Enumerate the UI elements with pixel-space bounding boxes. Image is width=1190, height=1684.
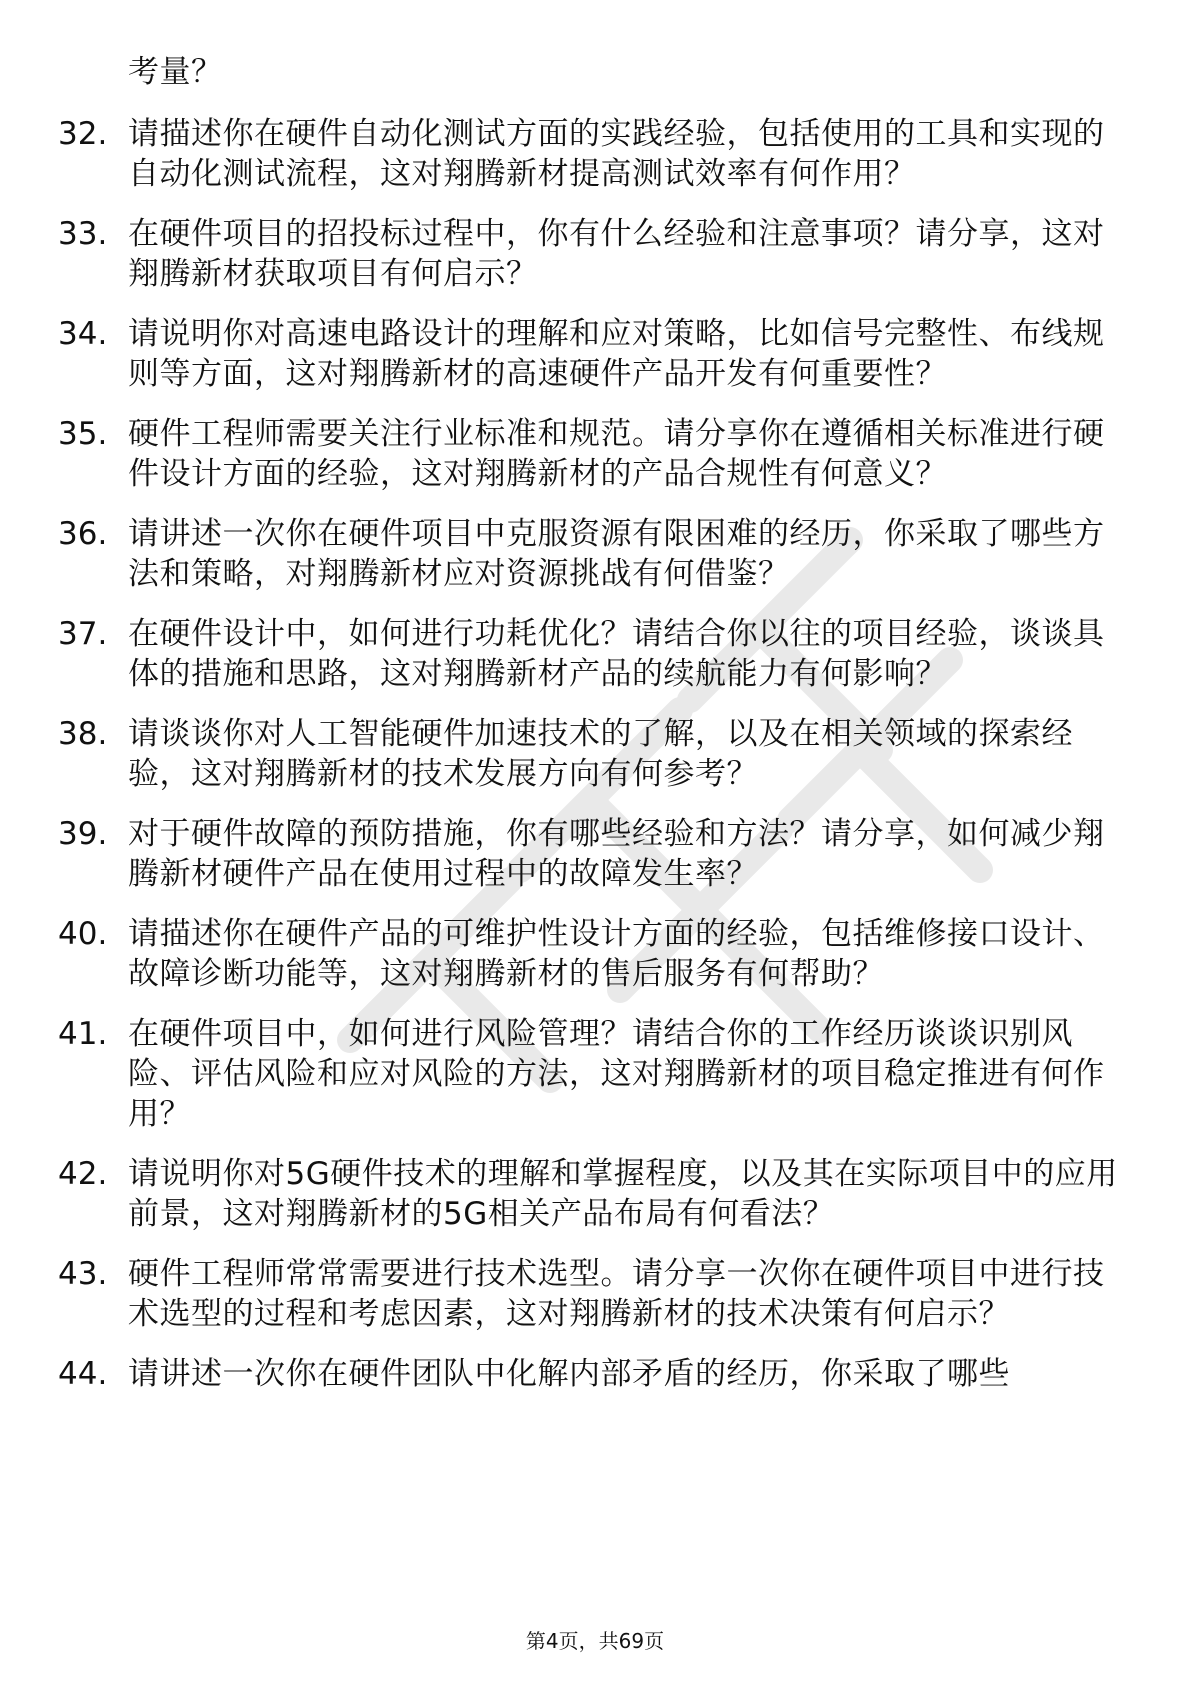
question-number: 34.	[58, 316, 108, 352]
continued-text: 考量？	[128, 54, 223, 90]
question-text: 在硬件设计中，如何进行功耗优化？请结合你以往的项目经验，谈谈具体的措施和思路，这对翔腾新材产品的续航能力有何影响？	[128, 616, 1105, 692]
question-text: 对于硬件故障的预防措施，你有哪些经验和方法？请分享，如何减少翔腾新材硬件产品在使用过程中的故障发生率？	[128, 816, 1105, 892]
question-item	[58, 1014, 1118, 1134]
question-item	[58, 314, 1118, 394]
page-footer: 第4页，共69页	[525, 1629, 665, 1653]
question-number: 43.	[58, 1256, 108, 1292]
question-item	[58, 1154, 1118, 1234]
question-number: 39.	[58, 816, 108, 852]
question-number: 44.	[58, 1356, 108, 1392]
question-text: 在硬件项目的招投标过程中，你有什么经验和注意事项？请分享，这对翔腾新材获取项目有何启示？	[128, 216, 1105, 292]
question-text: 请讲述一次你在硬件项目中克服资源有限困难的经历，你采取了哪些方法和策略，对翔腾新材应对资源挑战有何借鉴？	[128, 516, 1105, 592]
question-number: 36.	[58, 516, 108, 552]
question-number: 41.	[58, 1016, 108, 1052]
question-item	[58, 214, 1118, 294]
question-item	[58, 614, 1118, 694]
question-text: 请描述你在硬件自动化测试方面的实践经验，包括使用的工具和实现的自动化测试流程，这对翔腾新材提高测试效率有何作用？	[128, 116, 1105, 192]
question-text: 请讲述一次你在硬件团队中化解内部矛盾的经历，你采取了哪些	[128, 1356, 1010, 1392]
question-text: 请描述你在硬件产品的可维护性设计方面的经验，包括维修接口设计、故障诊断功能等，这对翔腾新材的售后服务有何帮助？	[128, 916, 1105, 992]
question-text: 硬件工程师常常需要进行技术选型。请分享一次你在硬件项目中进行技术选型的过程和考虑因素，这对翔腾新材的技术决策有何启示？	[128, 1256, 1105, 1332]
question-item	[58, 114, 1118, 194]
question-number: 32.	[58, 116, 108, 152]
question-item	[58, 514, 1118, 594]
question-number: 42.	[58, 1156, 108, 1192]
question-item	[58, 714, 1118, 794]
question-item	[58, 414, 1118, 494]
question-number: 40.	[58, 916, 108, 952]
question-item	[58, 1354, 1118, 1394]
question-item	[58, 814, 1118, 894]
question-list	[58, 114, 1118, 1394]
question-item	[58, 914, 1118, 994]
question-content	[58, 52, 1118, 1414]
question-number: 35.	[58, 416, 108, 452]
question-text: 请说明你对5G硬件技术的理解和掌握程度，以及其在实际项目中的应用前景，这对翔腾新材的5G相关产品布局有何看法？	[128, 1156, 1118, 1232]
question-number: 38.	[58, 716, 108, 752]
question-text: 在硬件项目中，如何进行风险管理？请结合你的工作经历谈谈识别风险、评估风险和应对风险的方法，这对翔腾新材的项目稳定推进有何作用？	[128, 1016, 1105, 1132]
question-text: 请说明你对高速电路设计的理解和应对策略，比如信号完整性、布线规则等方面，这对翔腾新材的高速硬件产品开发有何重要性？	[128, 316, 1105, 392]
question-number: 37.	[58, 616, 108, 652]
question-text: 请谈谈你对人工智能硬件加速技术的了解，以及在相关领域的探索经验，这对翔腾新材的技术发展方向有何参考？	[128, 716, 1073, 792]
question-number: 33.	[58, 216, 108, 252]
question-item	[58, 1254, 1118, 1334]
question-text: 硬件工程师需要关注行业标准和规范。请分享你在遵循相关标准进行硬件设计方面的经验，这对翔腾新材的产品合规性有何意义？	[128, 416, 1105, 492]
